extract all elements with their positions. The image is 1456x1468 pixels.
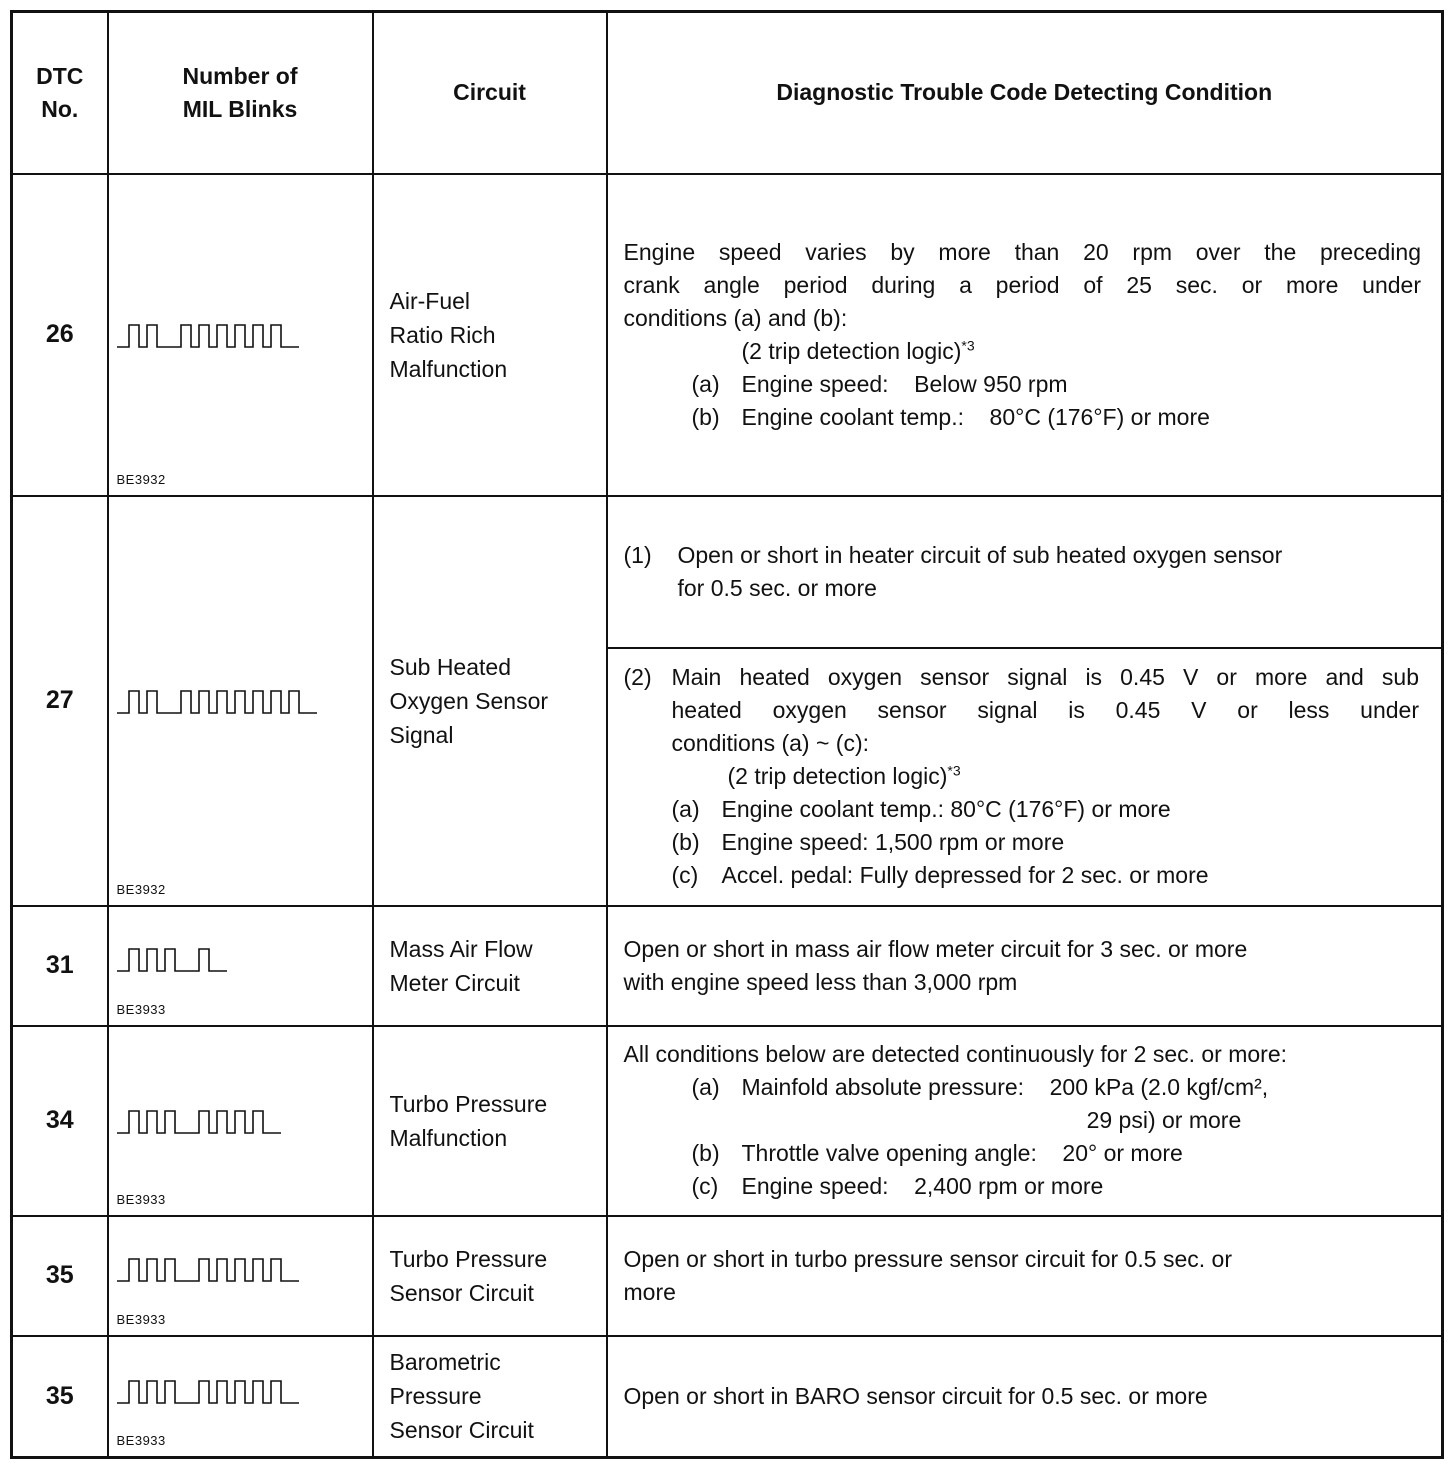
blink-waveform-icon <box>117 320 367 350</box>
figure-code: BE3932 <box>116 471 166 487</box>
circuit-name: Sub Heated Oxygen Sensor Signal <box>373 496 607 906</box>
detecting-condition <box>607 496 1443 906</box>
circuit-name: Air-Fuel Ratio Rich Malfunction <box>373 174 607 496</box>
circuit-name: Turbo Pressure Sensor Circuit <box>373 1216 607 1336</box>
dtc-number: 27 <box>12 496 108 906</box>
blink-waveform-icon <box>117 1106 372 1136</box>
dtc-number: 34 <box>12 1026 108 1216</box>
blink-pulse-train <box>117 1381 299 1403</box>
figure-code: BE3932 <box>116 881 166 897</box>
condition-part-1: (1) Open or short in heater circuit of sub heated oxygen sensor for 0.5 sec. or more <box>608 497 1442 649</box>
header-condition: Diagnostic Trouble Code Detecting Condition <box>607 12 1443 174</box>
figure-code: BE3933 <box>116 1001 166 1017</box>
dtc-number: 31 <box>12 906 108 1026</box>
blink-pulse-train <box>117 691 317 713</box>
circuit-name: Mass Air Flow Meter Circuit <box>373 906 607 1026</box>
dtc-number: 35 <box>12 1216 108 1336</box>
detecting-condition: Open or short in mass air flow meter circuit for 3 sec. or more with engine speed less than 3,000 rpm <box>607 906 1443 1026</box>
blink-pattern-cell <box>108 906 373 1026</box>
blink-waveform-icon <box>117 1376 367 1406</box>
table-row <box>12 1216 1443 1336</box>
table-row <box>12 906 1443 1026</box>
figure-code: BE3933 <box>116 1311 166 1327</box>
blink-pulse-train <box>117 949 227 971</box>
table-row <box>12 496 1443 906</box>
header-dtc-no: DTC No. <box>12 12 108 174</box>
detecting-condition: Engine speed varies by more than 20 rpm over the preceding crank angle period during a period of 25 sec. or more under conditions (a) and (b): (2 trip detection logic)$^{*3}$ (a) Engine speed: Below 950 rpm (b) Engine coolant temp.: 80°C (176°F) or more <box>607 174 1443 496</box>
header-mil-blinks: Number of MIL Blinks <box>108 12 373 174</box>
header-circuit: Circuit <box>373 12 607 174</box>
blink-pulse-train <box>117 1259 299 1281</box>
table-row <box>12 1026 1443 1216</box>
blink-pattern-cell <box>108 174 373 496</box>
table-row <box>12 1336 1443 1458</box>
blink-pulse-train <box>117 325 299 347</box>
blink-waveform-icon <box>117 944 367 974</box>
blink-pattern-cell <box>108 496 373 906</box>
condition-part-2: (2) Main heated oxygen sensor signal is 0.45 V or more and sub heated oxygen sensor signal is 0.45 V or less under conditions (a) ~ (c): (2 trip detection logic)$^{*3}$ (a) Engine coolant temp.: 80°C (176°F) or more (b) Engine speed: 1,500 rpm or more (c) Accel. pedal: Fully depressed for 2 sec. or more <box>623 664 1419 888</box>
circuit-name: Turbo Pressure Malfunction <box>373 1026 607 1216</box>
detecting-condition: All conditions below are detected continuously for 2 sec. or more: (a) Mainfold absolute pressure: 200 kPa (2.0 kgf/cm², 29 psi) or more (b) Throttle valve opening angle: 20° or more (c) Engine speed: 2,400 rpm or more <box>607 1026 1443 1216</box>
dtc-table <box>10 10 1444 1459</box>
figure-code: BE3933 <box>116 1191 166 1207</box>
circuit-name: Barometric Pressure Sensor Circuit <box>373 1336 607 1458</box>
blink-pattern-cell <box>108 1216 373 1336</box>
detecting-condition: Open or short in turbo pressure sensor circuit for 0.5 sec. or more <box>607 1216 1443 1336</box>
detecting-condition: Open or short in BARO sensor circuit for 0.5 sec. or more <box>607 1336 1443 1458</box>
blink-waveform-icon <box>117 1254 367 1284</box>
blink-pulse-train <box>117 1111 281 1133</box>
blink-waveform-icon <box>117 686 372 716</box>
table-row <box>12 174 1443 496</box>
dtc-number: 26 <box>12 174 108 496</box>
dtc-number: 35 <box>12 1336 108 1458</box>
header-row <box>12 12 1443 174</box>
figure-code: BE3933 <box>116 1433 166 1448</box>
blink-pattern-cell <box>108 1336 373 1458</box>
blink-pattern-cell <box>108 1026 373 1216</box>
